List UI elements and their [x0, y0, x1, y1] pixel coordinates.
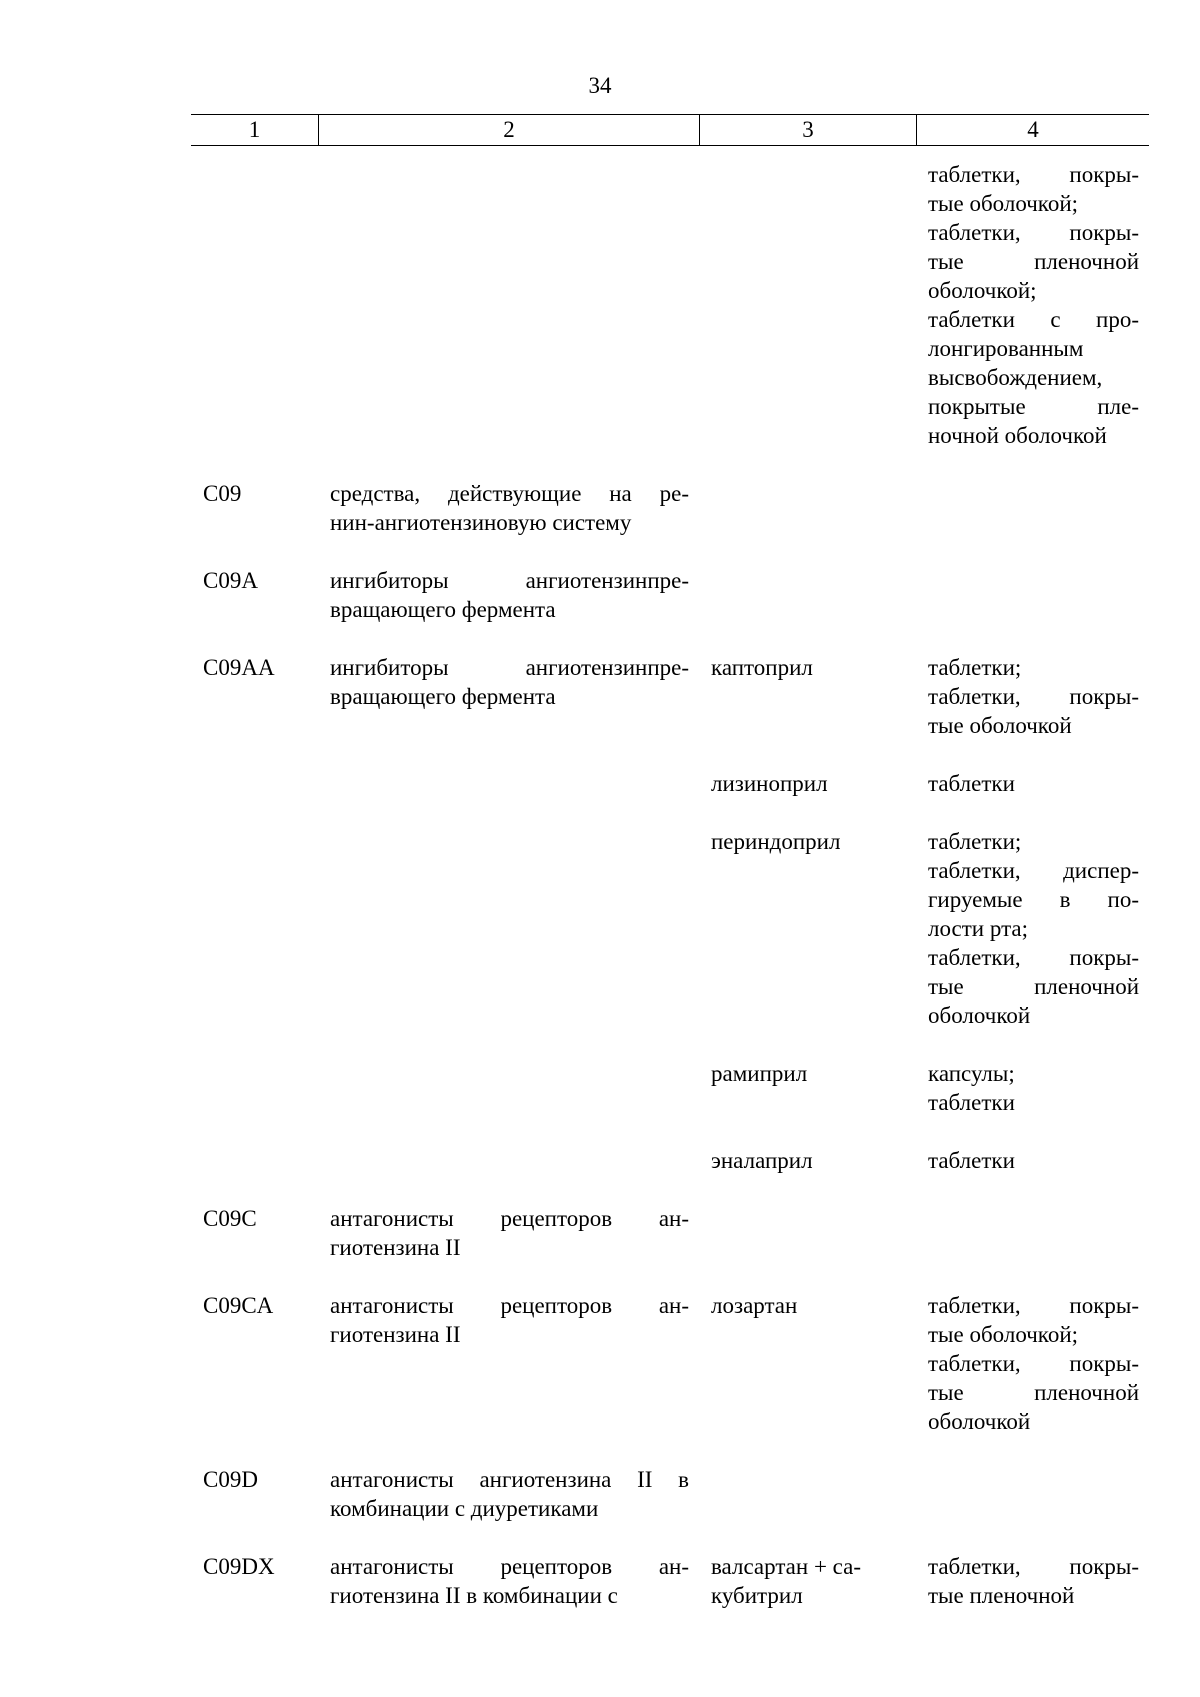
cell-line: таблетки [928, 771, 1015, 796]
cell-line: ингибиторы ангиотензинпре- [330, 655, 689, 680]
cell-line: таблетки, покры- [928, 1293, 1139, 1318]
cell-line: тые пленочной [928, 974, 1139, 999]
table-row [191, 827, 1149, 1030]
cell-line: лости рта; [928, 916, 1028, 941]
forms-cell [916, 1465, 1149, 1523]
cell-line: нин-ангиотензиновую систему [330, 510, 632, 535]
table-row [191, 479, 1149, 537]
cell-line: таблетки, покры- [928, 684, 1139, 709]
cell-line: периндоприл [711, 829, 841, 854]
cell-line: таблетки; [928, 655, 1022, 680]
cell-line: C09 [203, 481, 242, 506]
cell-line: гиотензина II в комбинации с [330, 1583, 618, 1608]
forms-cell [916, 827, 1149, 1030]
cell-line: оболочкой [928, 1003, 1031, 1028]
cell-line: валсартан + са- [711, 1554, 862, 1579]
table-row [191, 1465, 1149, 1523]
cell-line: таблетки, покры- [928, 1554, 1139, 1579]
cell-line: C09CA [203, 1293, 274, 1318]
drug-cell [699, 1146, 916, 1175]
drug-cell [699, 160, 916, 450]
table-row [191, 1204, 1149, 1262]
table-row [191, 1552, 1149, 1610]
forms-cell [916, 479, 1149, 537]
cell-line: тые пленочной [928, 1583, 1075, 1608]
drug-cell [699, 1291, 916, 1436]
cell-line: антагонисты рецепторов ан- [330, 1554, 689, 1579]
table-row [191, 769, 1149, 798]
forms-cell [916, 566, 1149, 624]
table-header [191, 114, 1149, 146]
code-cell [191, 1552, 318, 1610]
cell-line: антагонисты рецепторов ан- [330, 1293, 689, 1318]
cell-line: тые пленочной [928, 1380, 1139, 1405]
group-cell [318, 769, 699, 798]
group-cell [318, 479, 699, 537]
header-col-4: 4 [916, 115, 1149, 145]
code-cell [191, 566, 318, 624]
cell-line: гируемые в по- [928, 887, 1139, 912]
forms-cell [916, 160, 1149, 450]
cell-line: ингибиторы ангиотензинпре- [330, 568, 689, 593]
cell-line: кубитрил [711, 1583, 803, 1608]
cell-line: ночной оболочкой [928, 423, 1107, 448]
drug-cell [699, 827, 916, 1030]
cell-line: таблетки [928, 1148, 1015, 1173]
drug-cell [699, 566, 916, 624]
group-cell [318, 827, 699, 1030]
cell-line: таблетки, покры- [928, 220, 1139, 245]
cell-line: таблетки, покры- [928, 162, 1139, 187]
code-cell [191, 1146, 318, 1175]
cell-line: оболочкой [928, 1409, 1031, 1434]
forms-cell [916, 1059, 1149, 1117]
cell-line: комбинации с диуретиками [330, 1496, 599, 1521]
code-cell [191, 160, 318, 450]
drug-cell [699, 1204, 916, 1262]
table-row [191, 1291, 1149, 1436]
cell-line: лонгированным [928, 336, 1084, 361]
cell-line: гиотензина II [330, 1235, 461, 1260]
cell-line: C09C [203, 1206, 257, 1231]
cell-line: каптоприл [711, 655, 813, 680]
cell-line: таблетки с про- [928, 307, 1139, 332]
cell-line: таблетки; [928, 829, 1022, 854]
forms-cell [916, 1204, 1149, 1262]
cell-line: C09D [203, 1467, 258, 1492]
header-col-2: 2 [318, 115, 699, 145]
table-row [191, 566, 1149, 624]
code-cell [191, 1291, 318, 1436]
code-cell [191, 827, 318, 1030]
table-body [191, 160, 1149, 1610]
cell-line: гиотензина II [330, 1322, 461, 1347]
cell-line: рамиприл [711, 1061, 808, 1086]
code-cell [191, 653, 318, 740]
cell-line: капсулы; [928, 1061, 1015, 1086]
cell-line: лозартан [711, 1293, 798, 1318]
group-cell [318, 1552, 699, 1610]
cell-line: таблетки, покры- [928, 945, 1139, 970]
drug-cell [699, 1552, 916, 1610]
header-col-1: 1 [248, 117, 261, 142]
group-cell [318, 1465, 699, 1523]
cell-line: тые пленочной [928, 249, 1139, 274]
cell-line: оболочкой; [928, 278, 1037, 303]
cell-line: эналаприл [711, 1148, 813, 1173]
group-cell [318, 653, 699, 740]
code-cell [191, 1465, 318, 1523]
drug-cell [699, 1465, 916, 1523]
forms-cell [916, 1291, 1149, 1436]
page-number: 34 [588, 73, 612, 98]
forms-cell [916, 1146, 1149, 1175]
code-cell [191, 769, 318, 798]
cell-line: тые оболочкой; [928, 191, 1079, 216]
cell-line: средства, действующие на ре- [330, 481, 689, 506]
cell-line: антагонисты ангиотензина II в [330, 1467, 689, 1492]
cell-line: таблетки, диспер- [928, 858, 1139, 883]
cell-line: тые оболочкой; [928, 1322, 1079, 1347]
forms-cell [916, 1552, 1149, 1610]
group-cell [318, 566, 699, 624]
forms-cell [916, 653, 1149, 740]
cell-line: покрытые пле- [928, 394, 1139, 419]
group-cell [318, 1204, 699, 1262]
cell-line: высвобождением, [928, 365, 1103, 390]
table-row [191, 653, 1149, 740]
drug-cell [699, 1059, 916, 1117]
drug-cell [699, 769, 916, 798]
cell-line: C09AA [203, 655, 275, 680]
group-cell [318, 1291, 699, 1436]
cell-line: антагонисты рецепторов ан- [330, 1206, 689, 1231]
table-row [191, 1146, 1149, 1175]
cell-line: лизиноприл [711, 771, 828, 796]
group-cell [318, 1146, 699, 1175]
header-col-3: 3 [699, 115, 916, 145]
cell-line: вращающего фермента [330, 597, 556, 622]
code-cell [191, 479, 318, 537]
table-row [191, 1059, 1149, 1117]
cell-line: таблетки [928, 1090, 1015, 1115]
cell-line: C09A [203, 568, 258, 593]
cell-line: C09DX [203, 1554, 275, 1579]
drug-cell [699, 653, 916, 740]
group-cell [318, 1059, 699, 1117]
drug-cell [699, 479, 916, 537]
cell-line: таблетки, покры- [928, 1351, 1139, 1376]
cell-line: вращающего фермента [330, 684, 556, 709]
cell-line: тые оболочкой [928, 713, 1072, 738]
table-row [191, 160, 1149, 450]
code-cell [191, 1059, 318, 1117]
forms-cell [916, 769, 1149, 798]
code-cell [191, 1204, 318, 1262]
group-cell [318, 160, 699, 450]
